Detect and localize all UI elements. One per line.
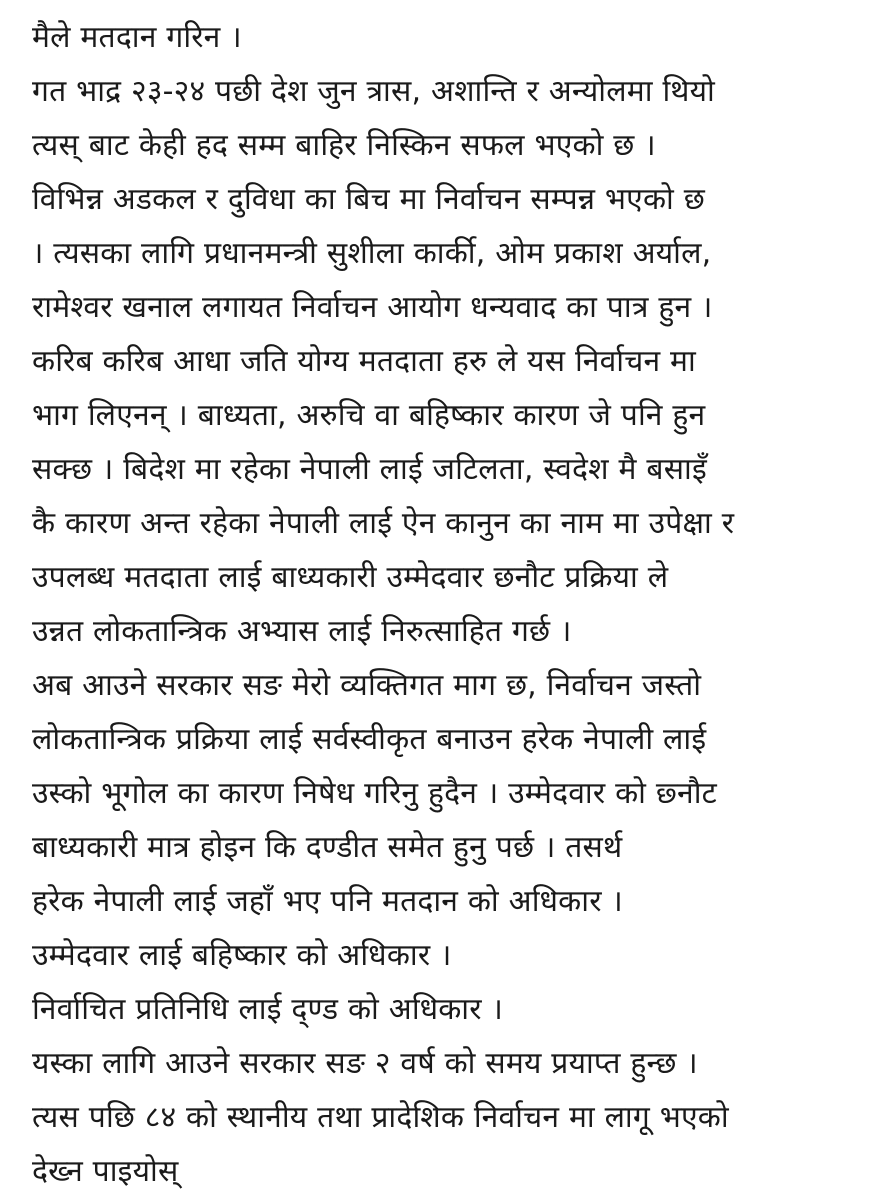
text-line: हरेक नेपाली लाई जहाँ भए पनि मतदान को अधिकार । xyxy=(32,884,623,919)
text-line: उन्नत लोकतान्त्रिक अभ्यास लाई निरुत्साहित गर्छ । xyxy=(32,614,572,649)
text-line: । त्यसका लागि प्रधानमन्त्री सुशीला कार्की, ओम प्रकाश अर्याल, xyxy=(32,236,712,271)
text-line: बाध्यकारी मात्र होइन कि दण्डीत समेत हुनु पर्छ । तसर्थ xyxy=(32,830,623,865)
text-line: लोकतान्त्रिक प्रक्रिया लाई सर्वस्वीकृत बनाउन हरेक नेपाली लाई xyxy=(32,722,707,757)
text-line: गत भाद्र २३-२४ पछी देश जुन त्रास, अशान्ति र अन्योलमा थियो xyxy=(32,74,715,109)
text-line: उम्मेदवार लाई बहिष्कार को अधिकार । xyxy=(32,938,452,973)
text-line: त्यस पछि ८४ को स्थानीय तथा प्रादेशिक निर्वाचन मा लागू भएको xyxy=(32,1100,729,1135)
text-line: मैले मतदान गरिन । xyxy=(32,20,242,55)
text-line: करिब करिब आधा जति योग्य मतदाता हरु ले यस निर्वाचन मा xyxy=(32,344,696,379)
text-line: यस्का लागि आउने सरकार सङ २ वर्ष को समय प्रयाप्त हुन्छ । xyxy=(32,1046,698,1081)
text-line: अब आउने सरकार सङ मेरो व्यक्तिगत माग छ, निर्वाचन जस्तो xyxy=(32,668,702,703)
text-line: भाग लिएनन् । बाध्यता, अरुचि वा बहिष्कार कारण जे पनि हुन xyxy=(32,398,706,433)
text-line: कै कारण अन्त रहेका नेपाली लाई ऐन कानुन का नाम मा उपेक्षा र xyxy=(32,506,735,541)
text-line: उपलब्ध मतदाता लाई बाध्यकारी उम्मेदवार छनौट प्रक्रिया ले xyxy=(32,560,669,595)
text-line: सक्छ । बिदेश मा रहेका नेपाली लाई जटिलता, स्वदेश मै बसाइँ xyxy=(32,452,707,487)
text-line: निर्वाचित प्रतिनिधि लाई द्ण्ड को अधिकार । xyxy=(32,992,504,1027)
text-line: उस्को भूगोल का कारण निषेध गरिनु हुदैन । उम्मेदवार को छ्नौट xyxy=(32,776,718,811)
text-line: विभिन्न अडकल र दुविधा का बिच मा निर्वाचन सम्पन्न भएको छ xyxy=(32,182,705,217)
text-line: देख्न पाइयोस् xyxy=(32,1154,179,1189)
text-line: रामेश्वर खनाल लगायत निर्वाचन आयोग धन्यवाद का पात्र हुन । xyxy=(32,290,713,325)
text-line: त्यस् बाट केही हद सम्म बाहिर निस्किन सफल भएको छ । xyxy=(32,128,656,163)
